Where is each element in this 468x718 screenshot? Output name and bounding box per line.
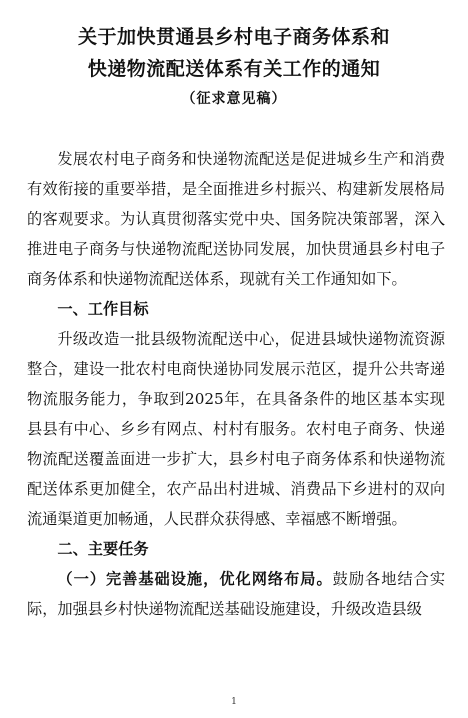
intro-paragraph: 发展农村电子商务和快递物流配送是促进城乡生产和消费有效衔接的重要举措，是全面推进乡村振兴、构建新发展格局的客观要求。为认真贯彻落实党中央、国务院决策部署，深入推进电子商务与快递物流配送协同发展，加快贯通县乡村电子商务体系和快递物流配送体系，现就有关工作通知如下。 [27,150,445,288]
document-title-line-1: 关于加快贯通县乡村电子商务体系和 [77,26,390,48]
section-2-heading: 二、主要任务 [57,540,149,558]
section-1-heading: 一、工作目标 [57,300,149,318]
item-1-lead: （一）完善基础设施，优化网络布局。 [57,570,333,588]
document-subtitle: （征求意见稿） [181,91,287,107]
item-1-text: 鼓励各地结合实际，加强县乡村快递物流配送基础设施建设，升级改造县级 [27,570,446,618]
document-title-line-2: 快递物流配送体系有关工作的通知 [87,58,381,80]
page-number: 1 [231,697,237,707]
item-1-paragraph [27,564,445,624]
document-body [27,144,445,624]
section-1-paragraph: 升级改造一批县级物流配送中心，促进县域快递物流资源整合，建设一批农村电商快递协同发展示范区，提升公共寄递物流服务能力，争取到2025年，在具备条件的地区基本实现县县有中心、乡乡有网点、村村有服务。农村电子商务、快递物流配送覆盖面进一步扩大，县乡村电子商务体系和快递物流配送体系更加健全，农产品出村进城、消费品下乡进村的双向流通渠道更加畅通，人民群众获得感、幸福感不断增强。 [27,330,445,528]
